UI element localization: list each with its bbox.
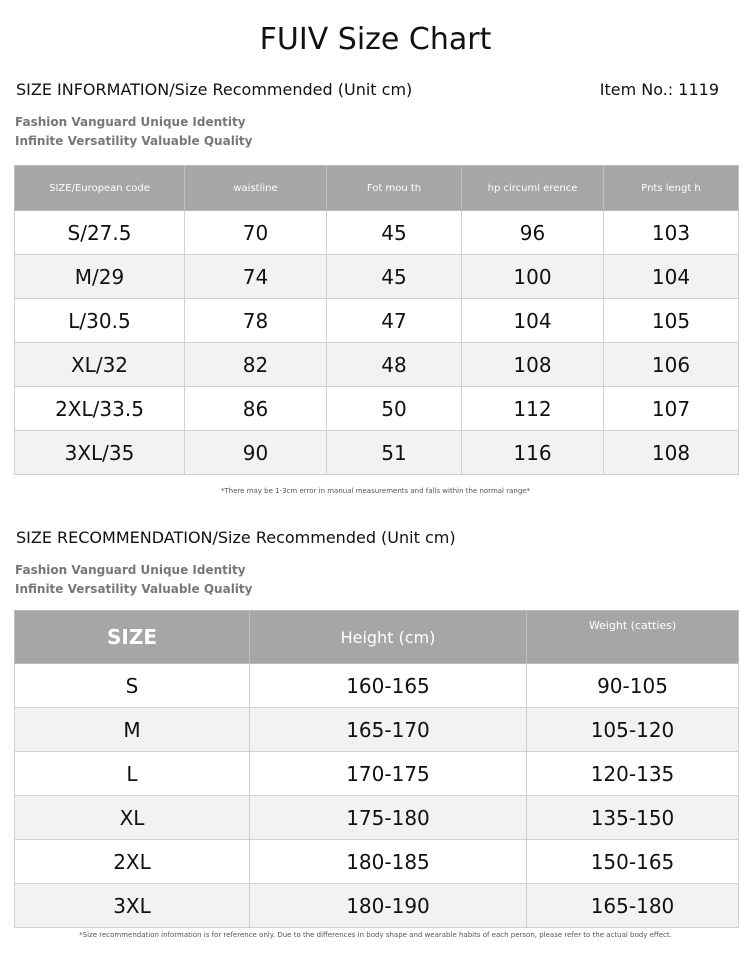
table-cell: 51 [327,431,462,475]
table-cell: 116 [462,431,604,475]
table-cell: 108 [462,343,604,387]
size-information-heading: SIZE INFORMATION/Size Recommended (Unit cm) [16,80,413,99]
table-cell: 3XL/35 [15,431,185,475]
table-row [15,431,739,475]
column-header: Height (cm) [250,611,527,664]
table-row [15,664,739,708]
table-cell: 45 [327,211,462,255]
table-row [15,708,739,752]
column-header: Fot mou th [327,166,462,211]
table-row [15,387,739,431]
column-header: Pnts lengt h [604,166,739,211]
table-row [15,884,739,928]
table-cell: S/27.5 [15,211,185,255]
column-header: waistline [185,166,327,211]
table-cell: 96 [462,211,604,255]
header-row [15,166,739,211]
table-cell: 150-165 [527,840,739,884]
tagline-2: Infinite Versatility Valuable Quality [15,134,253,148]
size-recommendation-table [14,610,739,928]
table-row [15,255,739,299]
table-cell: 86 [185,387,327,431]
table-cell: 165-180 [527,884,739,928]
page-title: FUIV Size Chart [259,22,492,57]
table-row [15,752,739,796]
table-cell: 104 [604,255,739,299]
column-header: hp circuml erence [462,166,604,211]
table-cell: M/29 [15,255,185,299]
tagline-1b: Fashion Vanguard Unique Identity [15,563,246,577]
recommendation-note: *Size recommendation information is for reference only. Due to the differences in body shape and wearable habits of each person, please refer to the actual body effect. [79,931,672,939]
table-row [15,343,739,387]
table-cell: 160-165 [250,664,527,708]
table-cell: 47 [327,299,462,343]
table-cell: 135-150 [527,796,739,840]
table-row [15,299,739,343]
table-cell: 78 [185,299,327,343]
table-cell: 180-185 [250,840,527,884]
table-cell: 70 [185,211,327,255]
table-cell: S [15,664,250,708]
table-cell: 165-170 [250,708,527,752]
table-cell: 3XL [15,884,250,928]
table-cell: 74 [185,255,327,299]
table-row [15,796,739,840]
table-cell: 45 [327,255,462,299]
table-cell: 175-180 [250,796,527,840]
table-cell: 90-105 [527,664,739,708]
measurement-note: *There may be 1-3cm error in manual measurements and falls within the normal range* [220,487,531,495]
size-information-table [14,165,739,475]
table-cell: 105 [604,299,739,343]
column-header: SIZE [15,611,250,664]
table-cell: 120-135 [527,752,739,796]
table-cell: 112 [462,387,604,431]
table-cell: 170-175 [250,752,527,796]
table-cell: 105-120 [527,708,739,752]
table-cell: XL/32 [15,343,185,387]
table-row [15,840,739,884]
column-header: SIZE/European code [15,166,185,211]
table-cell: 103 [604,211,739,255]
column-header: Weight (catties) [527,611,739,664]
table-cell: 90 [185,431,327,475]
table-cell: 107 [604,387,739,431]
table-cell: 48 [327,343,462,387]
table-cell: XL [15,796,250,840]
header-row [15,611,739,664]
table-cell: L [15,752,250,796]
table-row [15,211,739,255]
table-cell: 2XL [15,840,250,884]
table-cell: L/30.5 [15,299,185,343]
table-cell: M [15,708,250,752]
table-cell: 50 [327,387,462,431]
table-cell: 108 [604,431,739,475]
table-cell: 180-190 [250,884,527,928]
table-cell: 100 [462,255,604,299]
table-cell: 106 [604,343,739,387]
tagline-1: Fashion Vanguard Unique Identity [15,115,246,129]
table-cell: 82 [185,343,327,387]
table-cell: 104 [462,299,604,343]
table-cell: 2XL/33.5 [15,387,185,431]
item-number: Item No.: 1119 [599,80,719,99]
size-recommendation-heading: SIZE RECOMMENDATION/Size Recommended (Unit cm) [16,528,456,547]
tagline-2b: Infinite Versatility Valuable Quality [15,582,253,596]
